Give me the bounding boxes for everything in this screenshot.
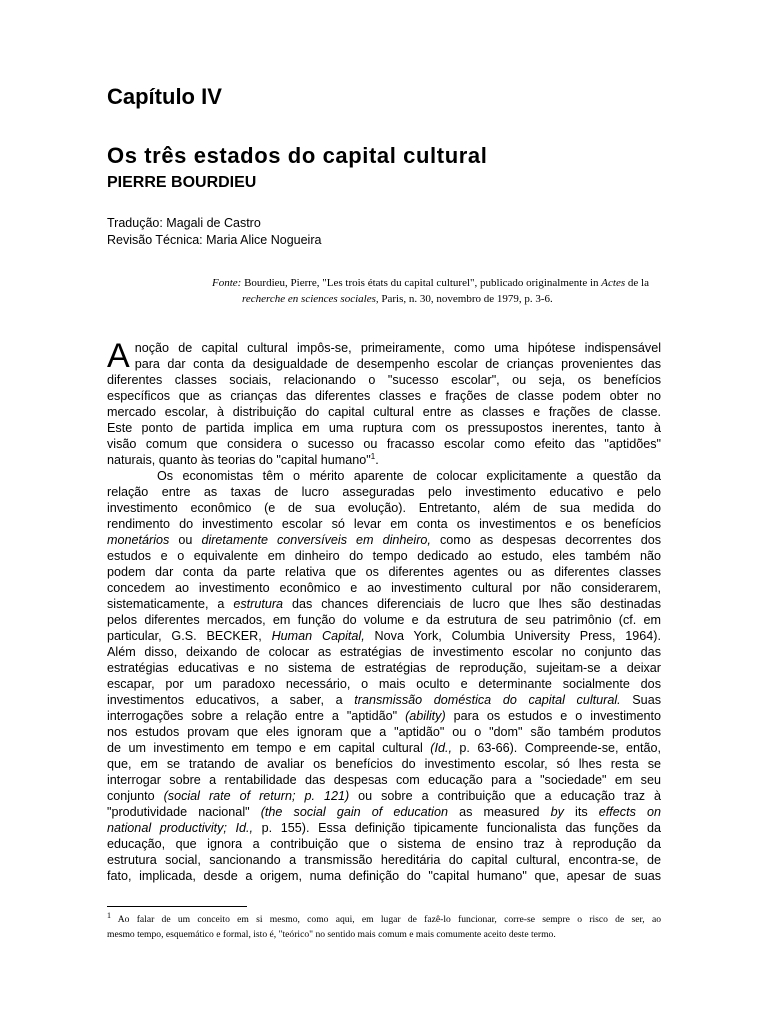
text-line: nos estudos provam que eles ignoram que a "aptidão" ou o "dom" são também produtos (107, 725, 661, 739)
text-line (107, 628, 661, 644)
italic-term: by (550, 805, 564, 819)
italic-term: Human Capital, (271, 629, 365, 643)
source-text: Paris, n. 30, novembro de 1979, p. 3-6. (378, 293, 553, 305)
text-line: visão comum que considera o sucesso ou fracasso escolar como efeito das "aptidões" (107, 437, 661, 451)
text-line: mercado escolar, à distribuição do capital cultural entre as classes e frações de classe. (107, 405, 661, 419)
credits-block (107, 215, 321, 249)
text-line: podem dar conta da parte relativa que os diferentes agentes ou as diferentes classes (107, 565, 661, 579)
text-segment: das chances diferenciais de lucro que lhes são destinadas (283, 597, 661, 611)
italic-term: (ability) (405, 709, 446, 723)
text-line: escapar, por um paradoxo necessário, o mais oculto e determinante socialmente dos (107, 677, 661, 691)
italic-term: transmissão doméstica do capital cultural. (354, 693, 621, 707)
text-segment: its (563, 805, 599, 819)
text-segment: sistematicamente, a (107, 597, 234, 611)
text-line: rendimento do investimento escolar só levar em conta os investimentos e os benefícios (107, 517, 661, 531)
italic-term: (the social gain of education (260, 805, 448, 819)
text-line: estrutura social, sancionando a transmissão hereditária do capital cultural, encontra-se, de (107, 853, 661, 867)
text-segment: particular, G.S. BECKER, (107, 629, 272, 643)
author-name: PIERRE BOURDIEU (107, 174, 257, 191)
text-line: estudos e o equivalente em dinheiro do tempo dedicado ao estudo, eles também não (107, 549, 661, 563)
journal-title: recherche en sciences sociales, (242, 293, 379, 305)
text-line: diferentes classes sociais, relacionando o "sucesso escolar", ou seja, os benefícios (107, 373, 661, 387)
footnote (107, 912, 661, 942)
review-credit: Revisão Técnica: Maria Alice Nogueira (107, 233, 322, 247)
text-line: noção de capital cultural impôs-se, primeiramente, como uma hipótese indispensável (134, 341, 661, 355)
text-segment: para os estudos e o investimento (445, 709, 661, 723)
source-text: de la (625, 277, 649, 289)
text-line: para dar conta da desigualdade de desempenho escolar de crianças provenientes das (134, 357, 661, 371)
text-line: educação, que ignora a contribuição que o sistema de ensino traz à reprodução da (107, 837, 661, 851)
source-label: Fonte: (212, 277, 242, 289)
body-text (107, 337, 661, 884)
text-line: fato, implicada, desde a origem, numa definição do "capital humano" que, apesar de suas (107, 869, 661, 883)
text-segment: p. 63-66). Compreende-se, então, (451, 741, 661, 755)
source-text: Bourdieu, Pierre, "Les trois états du capital culturel", publicado originalmente in (241, 277, 602, 289)
text-segment: "produtividade nacional" (107, 805, 261, 819)
translation-credit: Tradução: Magali de Castro (107, 216, 261, 230)
journal-title: Actes (601, 277, 626, 289)
text-line (107, 452, 661, 468)
text-line (107, 532, 661, 548)
footnote-line (107, 912, 661, 927)
chapter-heading: Capítulo IV (107, 84, 222, 109)
text-line (107, 692, 661, 708)
text-line: Além disso, deixando de colocar as estratégias de investimento escolar no conjunto das (107, 645, 661, 659)
text-line (107, 708, 661, 724)
italic-term: national productivity; Id., (107, 821, 254, 835)
text-segment: . (375, 453, 379, 467)
italic-term: estrutura (233, 597, 284, 611)
italic-term: monetários (107, 533, 170, 547)
italic-term: (social rate of return; p. 121) (163, 789, 350, 803)
text-line: relação entre as taxas de lucro asseguradas pelo investimento educativo e pelo (107, 485, 661, 499)
footnote-divider (107, 906, 247, 907)
text-line: interrogar sobre a rentabilidade das despesas com educação para a "sociedade" em seu (107, 773, 661, 787)
drop-cap: A (107, 337, 130, 375)
text-segment: como as despesas decorrentes dos (430, 533, 661, 547)
footnote-ref: 1 (370, 451, 376, 461)
text-line (107, 820, 661, 836)
text-segment: interrogações sobre a relação entre a "aptidão" (107, 709, 406, 723)
text-segment: Suas (620, 693, 661, 707)
footnote-line: mesmo tempo, esquemático e formal, isto é, "teórico" no sentido mais comum e mais comumente aceito deste termo. (107, 929, 556, 940)
text-line: concedem ao investimento econômico e ao investimento cultural por não considerarem, (107, 581, 661, 595)
paragraph-2 (107, 468, 661, 884)
text-line (107, 788, 661, 804)
text-segment: naturais, quanto às teorias do "capital humano" (107, 453, 371, 467)
text-line: que, em se tratando de avaliar os benefícios do investimento escolar, só lhes resta se (107, 757, 661, 771)
text-line (107, 740, 661, 756)
italic-term: diretamente conversíveis em dinheiro, (201, 533, 431, 547)
text-line: Este ponto de partida implica em uma ruptura com os pressupostos inerentes, tanto à (107, 421, 661, 435)
text-line: estratégias educativas e no sistema de estratégias de reprodução, sujeitam-se a deixar (107, 661, 661, 675)
paragraph-1 (107, 337, 661, 468)
italic-term: effects on (598, 805, 661, 819)
footnote-mark: 1 (107, 910, 111, 920)
text-segment: Nova York, Columbia University Press, 1964). (364, 629, 661, 643)
text-line: investimento econômico (e de sua evolução). Entretanto, além de sua medida do (107, 501, 661, 515)
text-segment: as measured (447, 805, 551, 819)
text-line: específicos que as crianças das diferentes classes e frações de classe podem obter no (107, 389, 661, 403)
text-line: pelos diferentes mercados, em função do volume e da estrutura de seu patrimônio (cf. em (107, 613, 661, 627)
source-citation (212, 276, 661, 308)
text-line (107, 596, 661, 612)
text-line: Os economistas têm o mérito aparente de colocar explicitamente a questão da (157, 469, 661, 483)
text-segment: ou (169, 533, 202, 547)
text-segment: conjunto (107, 789, 164, 803)
footnote-text: Ao falar de um conceito em si mesmo, como aqui, em lugar de fazê-lo funcionar, corre-se sempre o risco de ser, ao (111, 914, 661, 925)
text-segment: p. 155). Essa definição tipicamente funcionalista das funções da (253, 821, 661, 835)
text-segment: investimentos educativos, a saber, a (107, 693, 355, 707)
italic-term: (Id., (430, 741, 452, 755)
text-segment: de um investimento em tempo e em capital cultural (107, 741, 431, 755)
page-title: Os três estados do capital cultural (107, 143, 488, 168)
text-segment: ou sobre a contribuição que a educação traz à (349, 789, 661, 803)
text-line (107, 804, 661, 820)
